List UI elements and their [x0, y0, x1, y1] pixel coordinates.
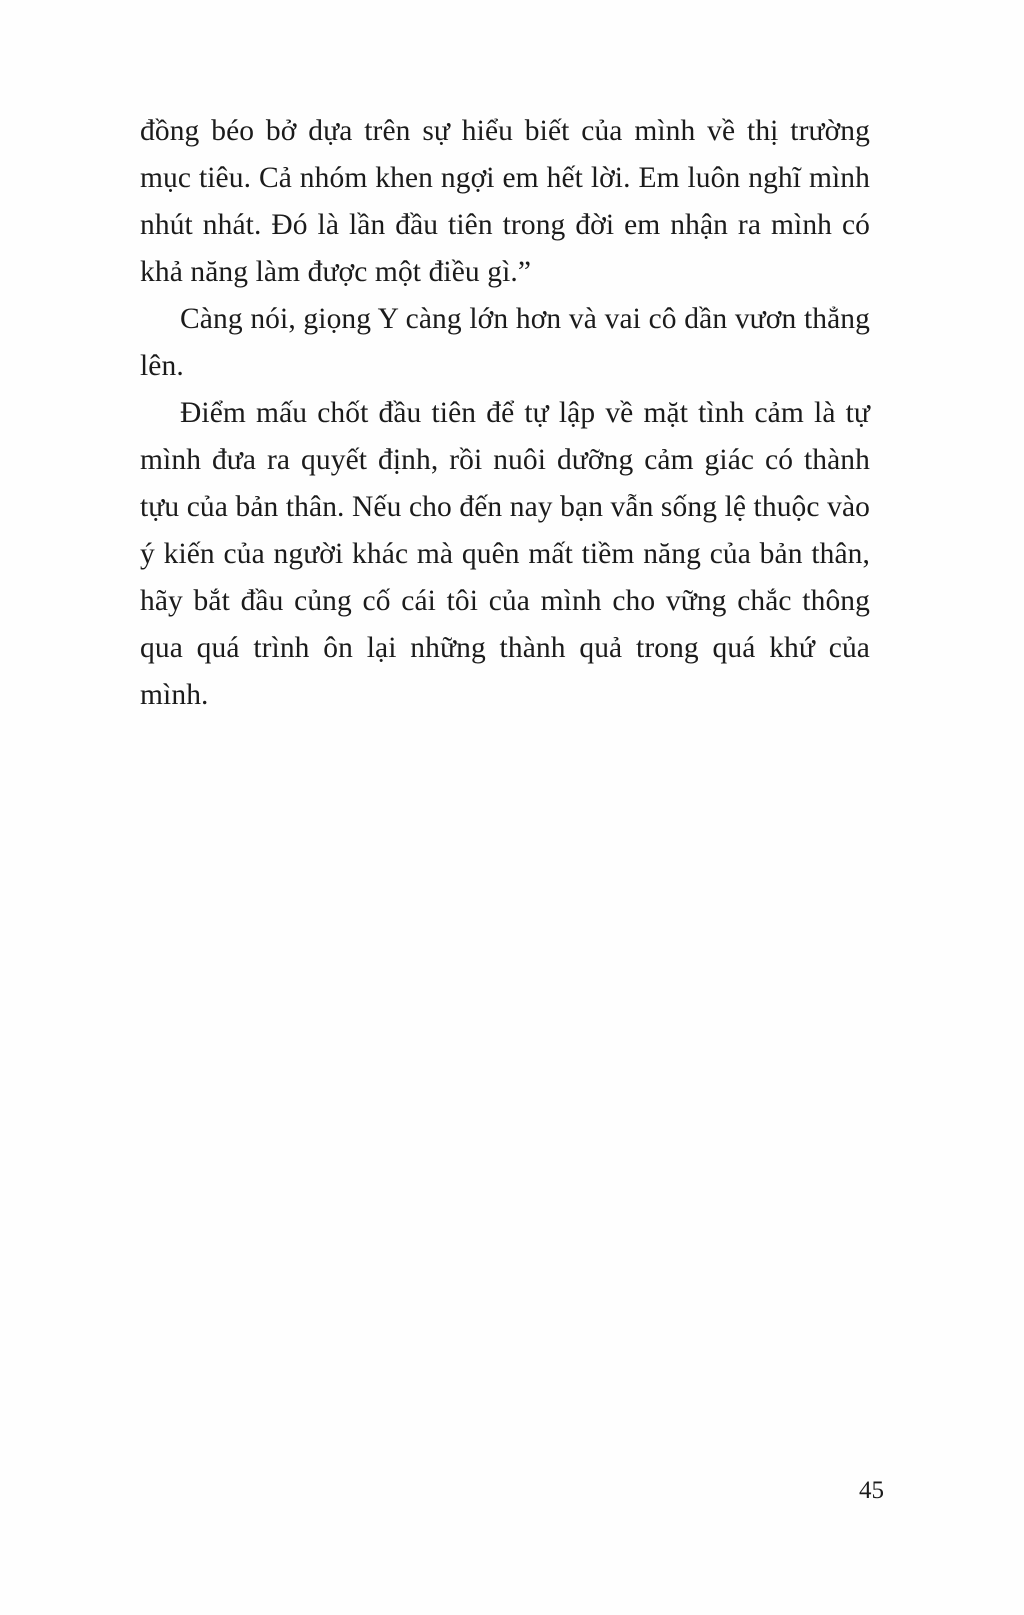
paragraph-2: Càng nói, giọng Y càng lớn hơn và vai cô dần vươn thẳng lên. [140, 303, 870, 382]
paragraph-3: Điểm mấu chốt đầu tiên để tự lập về mặt tình cảm là tự mình đưa ra quyết định, rồi nuôi dưỡng cảm giác có thành tựu của bản thân. Nếu cho đến nay bạn vẫn sống lệ thuộc vào ý kiến của người khác mà quên mất tiềm năng của bản thân, hãy bắt đầu củng cố cái tôi của mình cho vững chắc thông qua quá trình ôn lại những thành quả trong quá khứ của mình. [140, 397, 870, 711]
paragraph-1: đồng béo bở dựa trên sự hiểu biết của mình về thị trường mục tiêu. Cả nhóm khen ngợi em hết lời. Em luôn nghĩ mình nhút nhát. Đó là lần đầu tiên trong đời em nhận ra mình có khả năng làm được một điều gì.” [140, 115, 870, 288]
body-text-column [140, 108, 870, 719]
page-number: 45 [859, 1477, 884, 1504]
